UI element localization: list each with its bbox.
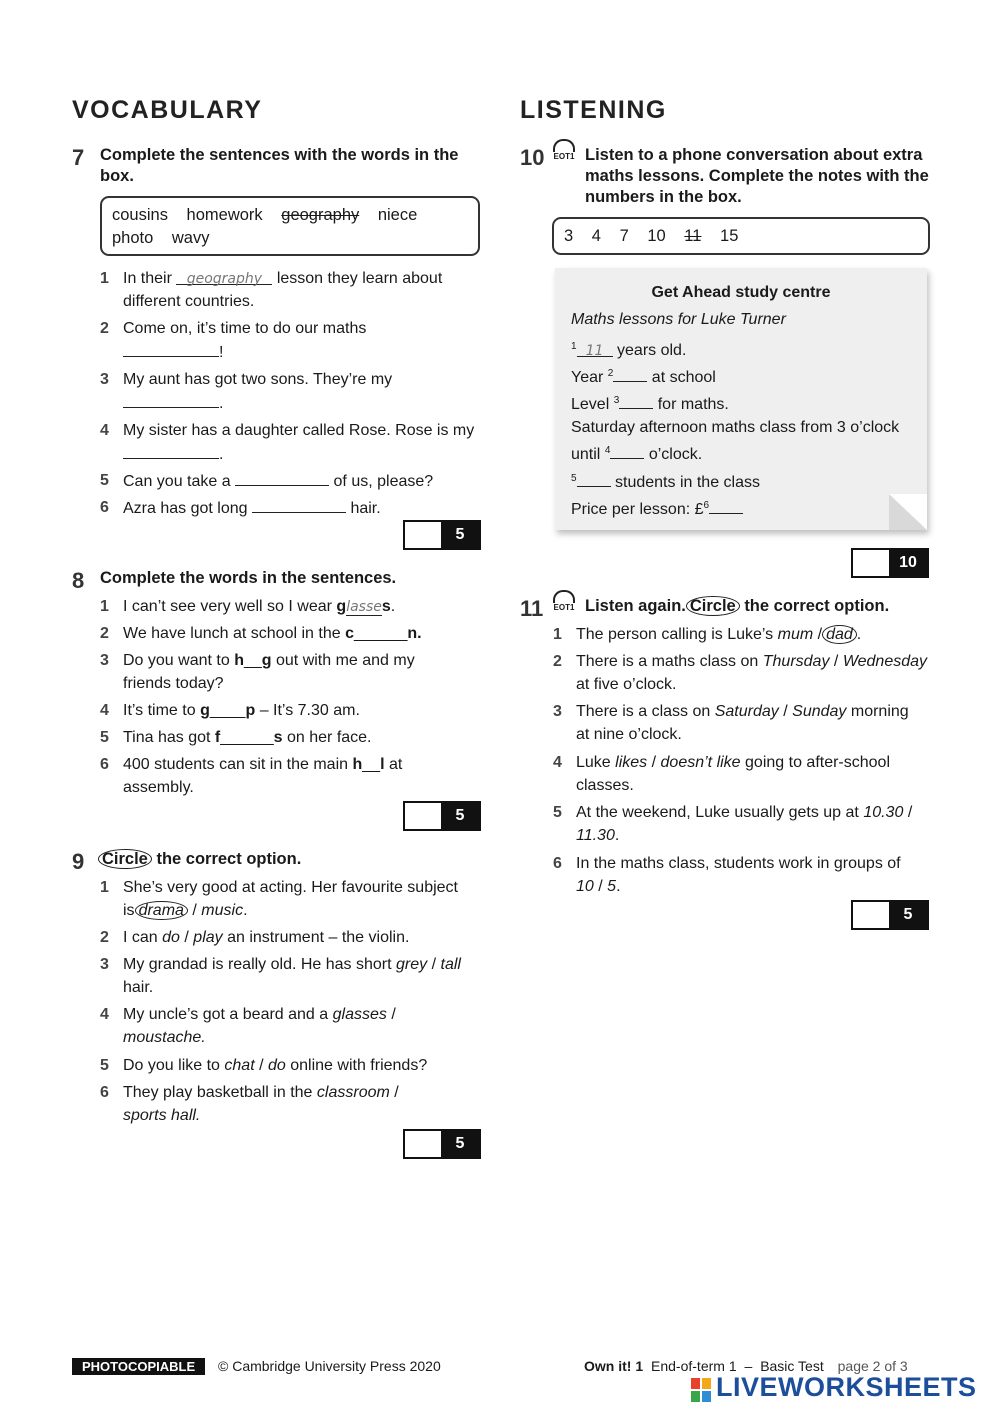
word-option: homework bbox=[186, 206, 263, 224]
answer-blank[interactable]: ______ bbox=[220, 729, 274, 746]
q7-score-box: 5 bbox=[403, 520, 481, 550]
question-instruction: Complete the sentences with the words in the box. bbox=[100, 146, 459, 185]
option[interactable]: Sunday bbox=[792, 703, 847, 720]
option[interactable]: chat bbox=[224, 1057, 255, 1074]
answer-blank[interactable]: lasse bbox=[346, 599, 382, 615]
question-10 bbox=[520, 145, 940, 255]
question-number: 9 bbox=[72, 849, 85, 874]
question-11: 11 EOT1 Listen again. Circle the correct option. 1 The person calling is Luke’s mum / dad . 2 There is a maths class on Thursday / Wednesday at five o’clock. 3 There is a class on Saturday / Sunday morning at nine o’clock. 4 Luke likes / doesn’t like going to after-school classes. 5 At the weekend, Luke usually gets up at 10.30 / 11.30. 6 In the maths class, students work in groups of 10 / 5. bbox=[520, 596, 940, 896]
answer-blank[interactable] bbox=[235, 469, 329, 486]
copyright-text: © Cambridge University Press 2020 bbox=[218, 1358, 441, 1374]
word-option: cousins bbox=[112, 206, 168, 224]
option[interactable]: grey bbox=[396, 956, 428, 973]
q11-score-box: 5 bbox=[851, 900, 929, 930]
question-number: 10 bbox=[520, 145, 545, 170]
answer-blank[interactable] bbox=[613, 365, 647, 382]
option[interactable]: 11.30 bbox=[576, 827, 615, 844]
answer-blank[interactable]: 11 bbox=[577, 340, 613, 357]
word-box bbox=[100, 196, 480, 256]
number-option: 15 bbox=[720, 227, 739, 245]
option[interactable]: do bbox=[162, 929, 180, 946]
answer-blank[interactable] bbox=[123, 340, 219, 357]
answer-blank[interactable]: ____ bbox=[209, 702, 246, 719]
notes-line-2: Year $^2$ at school bbox=[571, 362, 716, 389]
answer-blank[interactable] bbox=[252, 496, 346, 513]
notes-line-1: $^1$ 11 years old. bbox=[571, 341, 687, 359]
word-option-used: geography bbox=[281, 206, 360, 224]
number-option: 4 bbox=[591, 227, 601, 245]
question-number: 7 bbox=[72, 145, 85, 170]
option-selected[interactable]: drama bbox=[135, 901, 188, 920]
number-option: 7 bbox=[619, 227, 629, 245]
notes-line-5: $^5$ students in the class bbox=[571, 467, 760, 494]
headphones-icon: EOT1 bbox=[553, 590, 575, 612]
option[interactable]: do bbox=[268, 1057, 286, 1074]
option[interactable]: tall bbox=[440, 956, 461, 973]
q8-score-box: 5 bbox=[403, 801, 481, 831]
option[interactable]: music bbox=[201, 902, 244, 919]
option[interactable]: classroom bbox=[316, 1084, 390, 1101]
option[interactable]: doesn’t like bbox=[660, 754, 741, 771]
option[interactable]: mum bbox=[777, 626, 814, 643]
study-notes-card bbox=[555, 268, 927, 530]
question-number: 8 bbox=[72, 568, 85, 593]
liveworksheets-logo-icon bbox=[691, 1378, 711, 1402]
answer-blank[interactable] bbox=[610, 442, 644, 459]
option[interactable]: likes bbox=[615, 754, 648, 771]
footer-test-info: Own it! 1 End-of-term 1 – Basic Test page 2 of 3 bbox=[584, 1358, 908, 1374]
option[interactable]: Thursday bbox=[762, 653, 830, 670]
question-instruction: Complete the words in the sentences. bbox=[100, 569, 397, 587]
answer-blank[interactable]: geography bbox=[176, 268, 272, 285]
page-number: page 2 of 3 bbox=[837, 1358, 908, 1374]
option[interactable]: 10 bbox=[576, 878, 594, 895]
headphones-icon: EOT1 bbox=[553, 139, 575, 161]
question-9: 9 Circle the correct option. 1 She’s very good at acting. Her favourite subject is drama / music. 2 I can do / play an instrument – the violin. 3 My grandad is really old. He has short grey / tall hair. 4 My uncle’s got a beard and a glasses / moustache. 5 Do you like to chat / do online with friends? 6 They play basketball in the classroom / sports hall. bbox=[72, 849, 461, 1124]
answer-blank[interactable]: __ bbox=[243, 652, 262, 669]
notes-line-6: Price per lesson: £$^6$ bbox=[571, 494, 743, 521]
answer-blank[interactable]: __ bbox=[362, 756, 381, 773]
option[interactable]: play bbox=[193, 929, 223, 946]
question-instruction: Circle the correct option. bbox=[98, 849, 301, 870]
number-option: 10 bbox=[647, 227, 666, 245]
question-7: 7 Complete the sentences with the words in the box. cousins homework geography niece photo wavy 1 In their geography lesson they learn about different countries. 2 Come on, it’s time to do our maths ! 3 My aunt has got two sons. They’re my . 4 My sister has a daughter called Rose. Rose is my . 5 Can you take a of us, please? 6 Azra has got long hair. bbox=[72, 145, 492, 555]
q9-score-box: 5 bbox=[403, 1129, 481, 1159]
question-instruction: Listen again. Circle the correct option. bbox=[585, 597, 890, 615]
option[interactable]: Wednesday bbox=[842, 653, 928, 670]
notes-line-3: Level $^3$ for maths. bbox=[571, 389, 729, 416]
question-8: 8 Complete the words in the sentences. 1 I can’t see very well so I wear glasses. 2 We have lunch at school in the c______n. 3 Do you want to h__g out with me and my friends today? 4 It’s time to g____p – It’s 7.30 am. 5 Tina has got f______s on her face. 6 400 students can sit in the main h__l at assembly. bbox=[72, 568, 422, 796]
question-instruction: Listen to a phone conversation about extra maths lessons. Complete the notes with the numbers in the box. bbox=[585, 146, 929, 206]
option-selected[interactable]: dad bbox=[822, 625, 857, 644]
word-option: photo bbox=[112, 229, 154, 247]
answer-blank[interactable] bbox=[619, 392, 653, 409]
answer-blank[interactable] bbox=[123, 442, 219, 459]
listening-heading: LISTENING bbox=[520, 96, 667, 124]
vocabulary-heading: VOCABULARY bbox=[72, 96, 263, 124]
page-curl bbox=[889, 494, 927, 530]
word-option: wavy bbox=[171, 229, 210, 247]
liveworksheets-brand[interactable]: LIVEWORKSHEETS bbox=[716, 1372, 977, 1402]
number-box bbox=[552, 217, 930, 255]
notes-title: Get Ahead study centre bbox=[651, 284, 831, 301]
option[interactable]: sports hall. bbox=[123, 1107, 201, 1124]
answer-blank[interactable] bbox=[577, 470, 611, 487]
option[interactable]: glasses bbox=[332, 1006, 387, 1023]
notes-subtitle: Maths lessons for Luke Turner bbox=[571, 311, 786, 328]
question-number: 11 bbox=[520, 596, 544, 621]
q10-score-box: 10 bbox=[851, 548, 929, 578]
number-option: 3 bbox=[564, 227, 574, 245]
answer-blank[interactable] bbox=[709, 497, 743, 514]
option[interactable]: Saturday bbox=[714, 703, 779, 720]
answer-blank[interactable] bbox=[123, 391, 219, 408]
option[interactable]: moustache. bbox=[123, 1029, 206, 1046]
number-option-used: 11 bbox=[684, 227, 702, 245]
answer-blank[interactable]: ______ bbox=[353, 625, 408, 642]
photocopiable-badge: PHOTOCOPIABLE bbox=[72, 1358, 205, 1375]
word-option: niece bbox=[377, 206, 418, 224]
option[interactable]: 10.30 bbox=[863, 804, 904, 821]
notes-line-4: Saturday afternoon maths class from 3 o’clock until $^4$ o’clock. bbox=[571, 419, 900, 463]
option[interactable]: 5 bbox=[607, 878, 617, 895]
